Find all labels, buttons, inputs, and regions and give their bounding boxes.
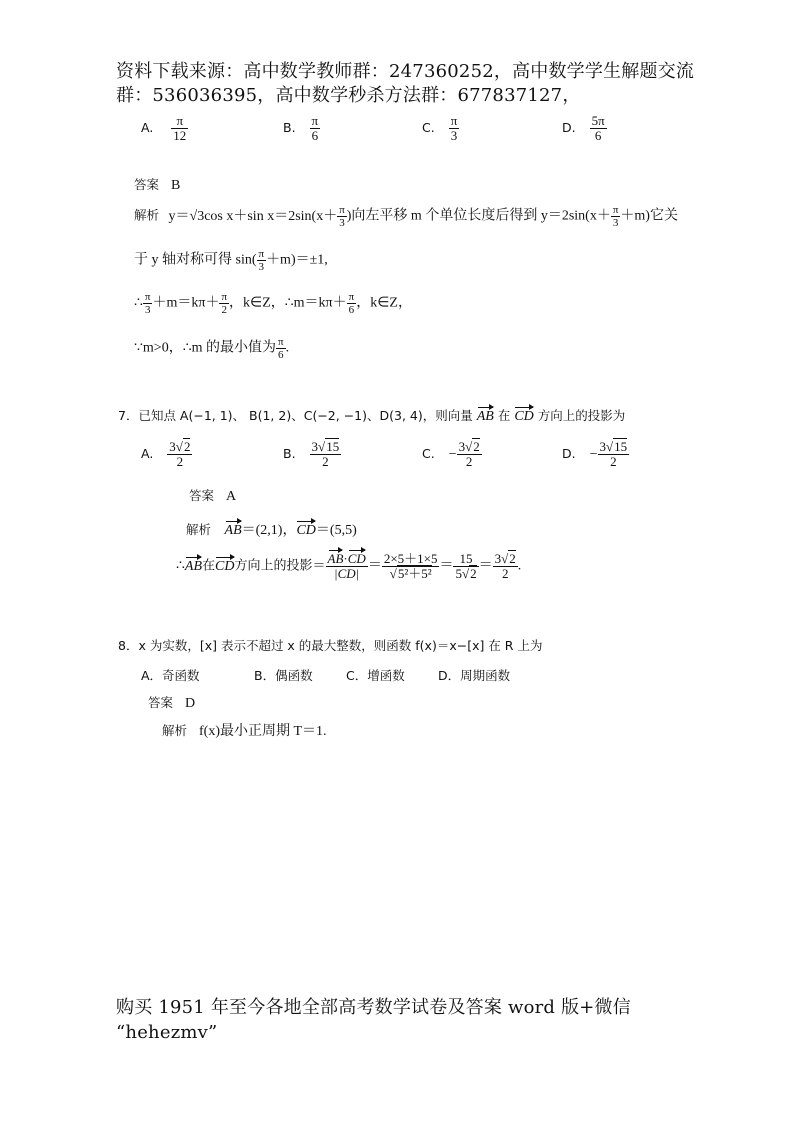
analysis-label: 解析 (162, 723, 188, 738)
sign: − (448, 447, 457, 462)
q8-stem: 8．x 为实数，[x] 表示不超过 x 的最大整数，则函数 f(x)＝x−[x] 在 R 上为 (118, 638, 543, 653)
analysis-text: ∴ (134, 295, 143, 311)
q8-option-b: B．偶函数 (254, 668, 313, 683)
fraction: $\frac{AB\cdot CD}{|CD|}$ (327, 551, 366, 581)
q8-option-c: C．增函数 (346, 668, 405, 683)
q7-stem (118, 406, 625, 425)
analysis-label: 解析 (134, 207, 160, 223)
answer-value: D (185, 696, 196, 711)
q6-option-b (283, 114, 320, 143)
analysis-text: . (285, 340, 290, 356)
option-fraction: $\frac{\pi}{6}$ (311, 113, 319, 143)
vector-cd: CD (215, 558, 235, 574)
answer-value: A (226, 489, 237, 504)
option-letter: C. (422, 446, 435, 461)
fraction: $\frac{\pi}{3}$ (258, 248, 265, 273)
option-letter: B. (283, 446, 296, 461)
fraction: $\frac{\pi}{3}$ (144, 291, 151, 316)
q6-analysis-line-1 (134, 204, 678, 229)
analysis-text: 方向上的投影＝ (234, 557, 326, 573)
option-letter: B. (283, 120, 296, 135)
question-text: 在 (497, 408, 511, 423)
fraction: $\frac{3√2}{2}$ (494, 551, 516, 581)
analysis-label: 解析 (186, 522, 212, 537)
option-letter: A. (141, 446, 154, 461)
option-letter: D. (562, 120, 576, 135)
q7-answer (189, 486, 236, 505)
option-letter: A. (141, 120, 154, 135)
analysis-text: ＋m＝kπ＋ (152, 295, 220, 311)
option-fraction: $\frac{3√15}{2}$ (311, 439, 340, 469)
option-fraction: $\frac{3√2}{2}$ (458, 439, 480, 469)
answer-value: B (171, 178, 181, 193)
analysis-text: ＋m)它关 (620, 208, 678, 224)
analysis-text: )向左平移 m 个单位长度后得到 y＝2sin(x＋ (346, 208, 611, 224)
answer-label: 答案 (134, 177, 160, 192)
header-line-2: 群：536036395，高中数学秒杀方法群：677837127， (116, 85, 581, 106)
analysis-text: ∴ (176, 558, 185, 574)
fraction: $\frac{\pi}{6}$ (348, 291, 355, 316)
q8-option-a: A．奇函数 (141, 668, 200, 683)
fraction: $\frac{\pi}{6}$ (278, 336, 284, 361)
analysis-text: ＋m)＝±1, (266, 252, 328, 268)
option-fraction: $\frac{\pi}{12}$ (173, 113, 187, 143)
q6-option-a (141, 114, 188, 143)
fraction: $\frac{2\times 5+1\times 5}{\text{√5²＋5²}}$ (383, 551, 438, 581)
option-fraction: $\frac{\pi}{3}$ (450, 113, 458, 143)
option-fraction: $\frac{3√15}{2}$ (599, 439, 628, 469)
q6-option-c (422, 114, 459, 143)
sign: − (589, 447, 598, 462)
option-letter: C. (422, 120, 435, 135)
analysis-text: 于 y 轴对称可得 sin( (134, 252, 257, 268)
q6-option-d (562, 114, 607, 143)
analysis-text: y＝√3cos x＋sin x＝2sin(x＋ (168, 208, 338, 224)
q8-analysis (162, 720, 327, 740)
q6-analysis-line-3 (134, 291, 412, 316)
fraction: $\frac{\pi}{2}$ (221, 291, 228, 316)
analysis-text: f(x)最小正周期 T＝1. (199, 724, 327, 739)
option-fraction: $\frac{3√2}{2}$ (169, 439, 191, 469)
answer-label: 答案 (148, 695, 174, 710)
q7-option-b (283, 440, 341, 469)
vector-ab: AB (224, 523, 242, 538)
q7-analysis-line-1 (186, 519, 357, 539)
analysis-text: ，k∈Z， (356, 295, 412, 311)
analysis-text: ，k∈Z，∴m＝kπ＋ (229, 295, 347, 311)
q7-option-a (141, 440, 192, 469)
fraction: $\frac{15}{5√2}$ (455, 551, 477, 581)
option-fraction: $\frac{5\pi}{6}$ (591, 113, 605, 143)
analysis-text: ＝(2,1)， (241, 523, 297, 538)
analysis-text: 在 (202, 557, 216, 573)
analysis-text: ∵m>0，∴m 的最小值为 (134, 340, 276, 356)
q7-option-c (422, 440, 482, 469)
vector-ab: AB (184, 558, 203, 574)
vector-cd: CD (514, 409, 534, 424)
option-letter: D. (562, 446, 576, 461)
footer-line-1: 购买 1951 年至今各地全部高考数学试卷及答案 word 版+微信 (116, 997, 631, 1018)
question-text: 7．已知点 A(−1, 1)、 B(1, 2)、C(−2, −1)、D(3, 4)，则向量 (118, 408, 473, 423)
fraction: $\frac{\pi}{3}$ (612, 204, 619, 229)
header-line-1: 资料下载来源：高中数学教师群：247360252，高中数学学生解题交流 (116, 61, 695, 82)
vector-ab: AB (476, 409, 494, 424)
q6-analysis-line-2 (134, 248, 328, 273)
q8-option-d: D．周期函数 (438, 668, 511, 683)
q7-analysis-line-2: ∴AB在CD方向上的投影＝ $\frac{AB\cdot CD}{|CD|}$ ＝ $\frac{2\times 5+1\times 5}{\text{√5²＋5²}}$ ＝ $\frac{15}{5√2}$ ＝ $\frac{3√2}{2}$ . (176, 551, 522, 581)
analysis-text: ＝(5,5) (315, 523, 357, 538)
question-text: 方向上的投影为 (537, 408, 626, 423)
q6-answer (134, 175, 180, 194)
q6-analysis-line-4 (134, 336, 289, 361)
vector-cd: CD (296, 523, 316, 538)
footer-line-2: “hehezmv” (116, 1022, 218, 1043)
q8-answer (148, 693, 195, 712)
answer-label: 答案 (189, 488, 215, 503)
q7-option-d (562, 440, 629, 469)
fraction: $\frac{\pi}{3}$ (339, 204, 345, 229)
